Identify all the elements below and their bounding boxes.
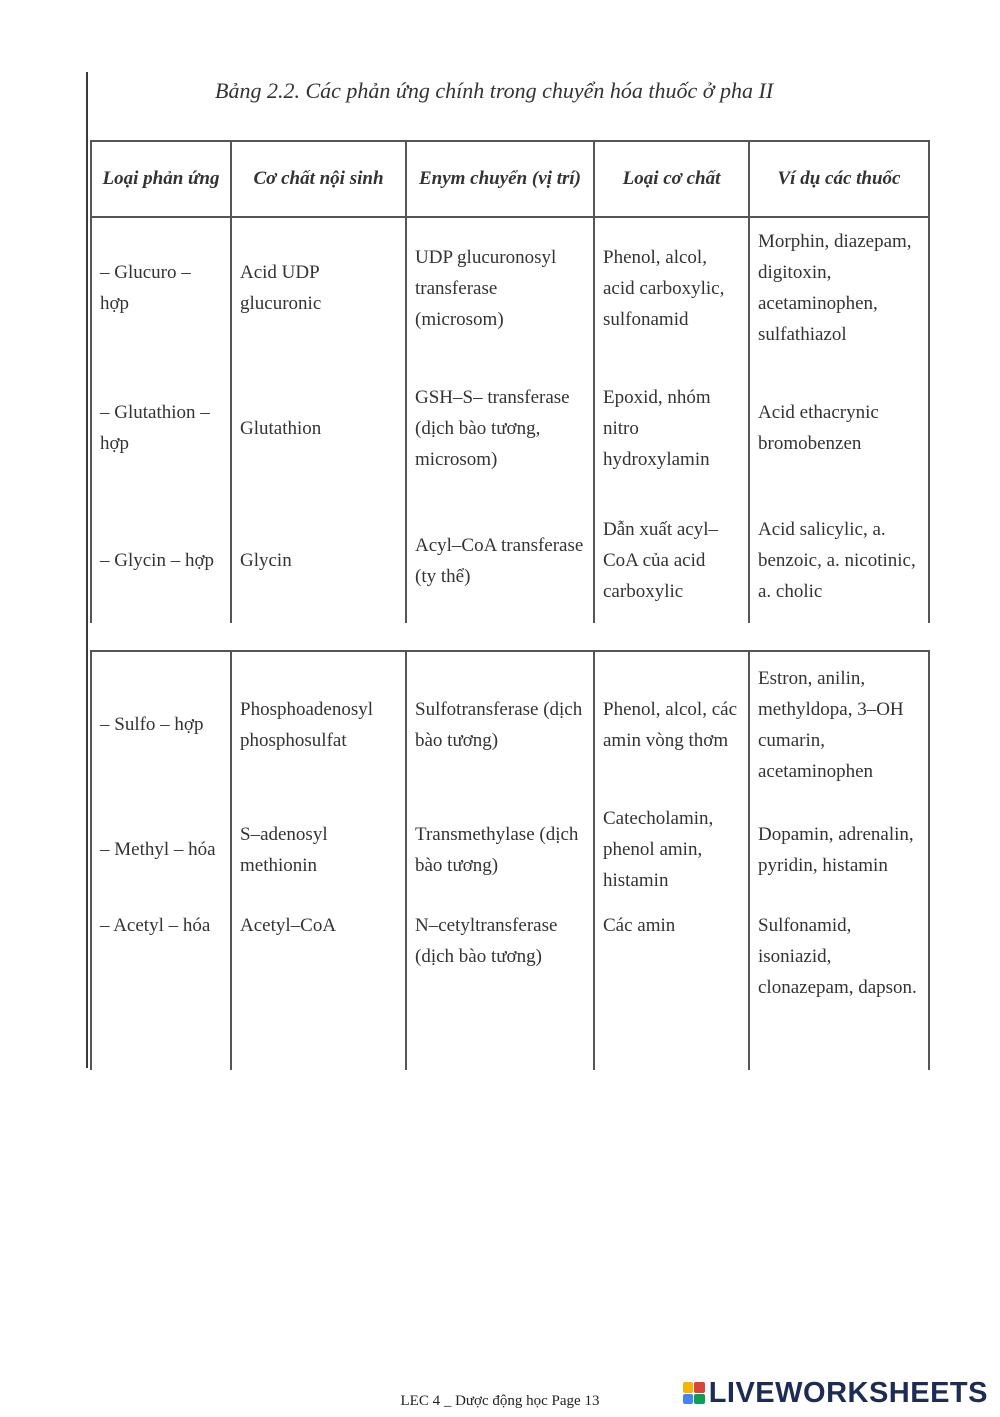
cell-enzyme: GSH–S– transferase (dịch bào tương, microsom): [406, 358, 594, 498]
table-row: [91, 651, 929, 797]
cell-reaction-type: – Glutathion – hợp: [91, 358, 231, 498]
cell-substrate-type: Epoxid, nhóm nitro hydroxylamin: [594, 358, 749, 498]
left-margin-rule: [86, 72, 88, 1068]
table-row: [91, 358, 929, 498]
cell-drug-examples: Estron, anilin, methyldopa, 3–OH cumarin, acetaminophen: [749, 651, 929, 797]
brand-name: LIVEWORKSHEETS: [708, 1376, 988, 1409]
table-row: [91, 498, 929, 623]
table-row: [91, 217, 929, 358]
header-reaction-type: Loại phản ứng: [91, 141, 231, 217]
header-substrate-type: Loại cơ chất: [594, 141, 749, 217]
cell-endogenous-substrate: Acid UDP glucuronic: [231, 217, 406, 358]
cell-endogenous-substrate: Glutathion: [231, 358, 406, 498]
cell-drug-examples: Acid ethacrynic bromobenzen: [749, 358, 929, 498]
logo-square-2: [694, 1382, 705, 1393]
table-header-row: [91, 141, 929, 217]
cell-substrate-type: Catecholamin, phenol amin, histamin: [594, 797, 749, 902]
cell-reaction-type: – Glycin – hợp: [91, 498, 231, 623]
cell-drug-examples: Acid salicylic, a. benzoic, a. nicotinic, a. cholic: [749, 498, 929, 623]
cell-reaction-type: – Glucuro – hợp: [91, 217, 231, 358]
header-endogenous-substrate: Cơ chất nội sinh: [231, 141, 406, 217]
cell-drug-examples: Morphin, diazepam, digitoxin, acetaminophen, sulfathiazol: [749, 217, 929, 358]
cell-substrate-type: Các amin: [594, 902, 749, 1070]
cell-substrate-type: Phenol, alcol, các amin vòng thơm: [594, 651, 749, 797]
header-enzyme: Enym chuyển (vị trí): [406, 141, 594, 217]
table-row: [91, 902, 929, 1070]
cell-enzyme: Transmethylase (dịch bào tương): [406, 797, 594, 902]
cell-enzyme: UDP glucuronosyl transferase (microsom): [406, 217, 594, 358]
cell-reaction-type: – Acetyl – hóa: [91, 902, 231, 1070]
cell-endogenous-substrate: Phosphoadenosyl phosphosulfat: [231, 651, 406, 797]
table-caption: Bảng 2.2. Các phản ứng chính trong chuyển hóa thuốc ở pha II: [215, 78, 774, 103]
cell-substrate-type: Phenol, alcol, acid carboxylic, sulfonamid: [594, 217, 749, 358]
header-drug-examples: Ví dụ các thuốc: [749, 141, 929, 217]
logo-square-3: [683, 1394, 694, 1405]
cell-drug-examples: Dopamin, adrenalin, pyridin, histamin: [749, 797, 929, 902]
cell-drug-examples: Sulfonamid, isoniazid, clonazepam, dapson.: [749, 902, 929, 1070]
cell-enzyme: Acyl–CoA transferase (ty thể): [406, 498, 594, 623]
table-row: [91, 797, 929, 902]
cell-endogenous-substrate: S–adenosyl methionin: [231, 797, 406, 902]
reactions-table-part-1: [90, 140, 930, 623]
reactions-table-part-2: [90, 650, 930, 1070]
cell-endogenous-substrate: Glycin: [231, 498, 406, 623]
logo-square-1: [683, 1382, 694, 1393]
cell-endogenous-substrate: Acetyl–CoA: [231, 902, 406, 1070]
cell-reaction-type: – Methyl – hóa: [91, 797, 231, 902]
liveworksheets-logo-icon: [683, 1382, 705, 1404]
page-footer: LEC 4 _ Dược động học Page 13: [400, 1393, 600, 1409]
cell-substrate-type: Dẫn xuất acyl–CoA của acid carboxylic: [594, 498, 749, 623]
cell-enzyme: Sulfotransferase (dịch bào tương): [406, 651, 594, 797]
cell-reaction-type: – Sulfo – hợp: [91, 651, 231, 797]
liveworksheets-brand[interactable]: [683, 1376, 988, 1410]
logo-square-4: [694, 1394, 705, 1405]
cell-enzyme: N–cetyltransferase (dịch bào tương): [406, 902, 594, 1070]
